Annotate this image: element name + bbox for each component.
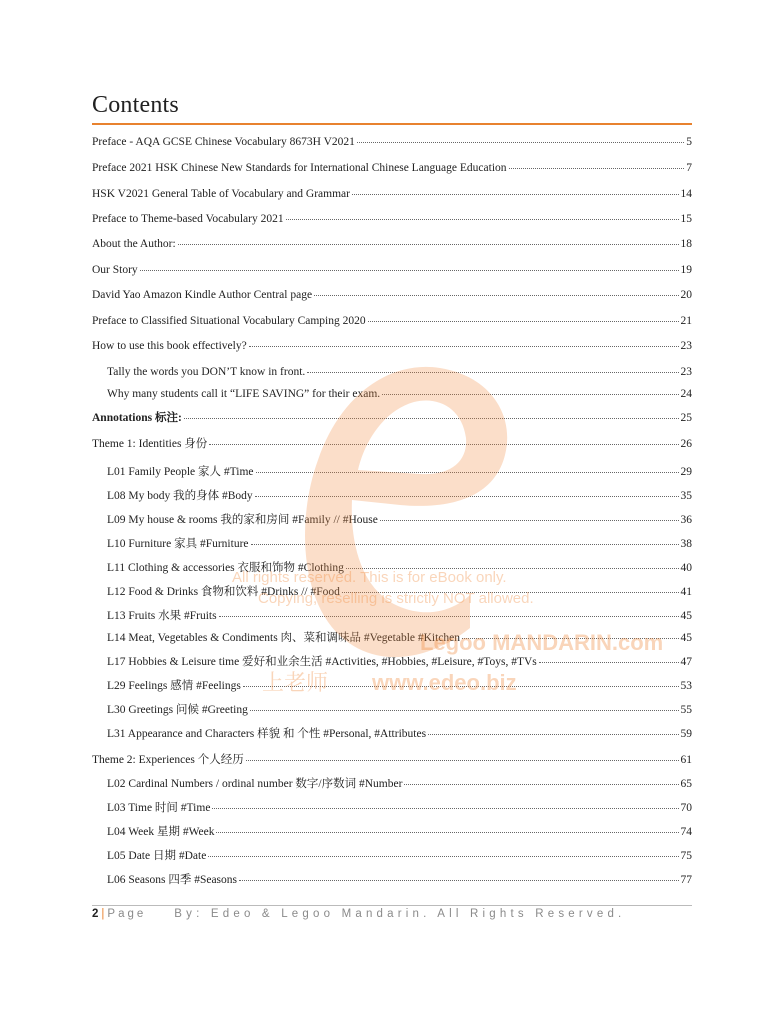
toc-entry-label: HSK V2021 General Table of Vocabulary and Grammar [92,188,350,200]
toc-leader-dots [216,820,678,833]
toc-entry-page: 5 [686,136,692,148]
toc-leader-dots [246,748,679,761]
toc-entry-label: L29 Feelings 感情 #Feelings [107,680,241,692]
toc-leader-dots [462,626,678,639]
toc-entry[interactable] [92,798,692,815]
toc-entry-label: Preface to Classified Situational Vocabulary Camping 2020 [92,315,366,327]
toc-entry-page: 55 [680,704,692,716]
toc-leader-dots [208,844,678,857]
toc-entry-label: L03 Time 时间 #Time [107,802,211,814]
toc-entry-label: L12 Food & Drinks 食物和饮料 #Drinks // #Food [107,586,340,598]
toc-entry-page: 65 [680,778,692,790]
watermark-cn-brand: 上老师 [262,671,329,696]
toc-entry[interactable] [92,676,692,693]
toc-leader-dots [380,508,679,521]
toc-entry-page: 15 [680,213,692,225]
toc-leader-dots [286,207,679,220]
toc-entry[interactable] [92,822,692,839]
toc-entry-page: 23 [680,366,692,378]
toc-leader-dots [178,232,679,245]
toc-entry[interactable] [92,336,692,353]
toc-leader-dots [140,258,679,271]
toc-leader-dots [256,460,679,473]
toc-leader-dots [249,334,679,347]
toc-leader-dots [184,406,679,419]
footer-page-label: Page [107,908,147,920]
toc-leader-dots [539,650,679,663]
toc-entry-page: 70 [680,802,692,814]
toc-leader-dots [212,796,678,809]
toc-leader-dots [509,156,685,169]
toc-leader-dots [357,130,684,143]
toc-entry-page: 14 [680,188,692,200]
watermark-brand: Legoo MANDARIN.com [420,630,664,655]
toc-entry-page: 21 [680,315,692,327]
toc-entry[interactable] [92,724,692,741]
toc-entry[interactable] [92,434,692,451]
toc-entry-label: Preface to Theme-based Vocabulary 2021 [92,213,284,225]
toc-entry-page: 59 [680,728,692,740]
toc-entry-page: 74 [680,826,692,838]
footer-separator: | [101,908,105,920]
toc-entry-page: 47 [680,656,692,668]
toc-entry[interactable] [92,158,692,175]
toc-entry-page: 25 [680,412,692,424]
toc-entry-label: How to use this book effectively? [92,340,247,352]
toc-entry[interactable] [92,132,692,149]
toc-leader-dots [404,772,678,785]
toc-entry[interactable] [92,846,692,863]
toc-leader-dots [239,868,678,881]
toc-leader-dots [314,283,678,296]
toc-leader-dots [382,382,678,395]
toc-entry[interactable] [92,311,692,328]
page-title: Contents [92,92,179,118]
toc-entry[interactable] [92,362,692,379]
toc-leader-dots [251,532,679,545]
toc-leader-dots [342,580,679,593]
toc-entry-label: Why many students call it “LIFE SAVING” for their exam. [107,388,381,400]
toc-entry[interactable] [92,209,692,226]
toc-entry[interactable] [92,384,692,401]
toc-entry-page: 38 [680,538,692,550]
toc-entry-label: L04 Week 星期 #Week [107,826,215,838]
toc-entry-page: 61 [680,754,692,766]
toc-entry[interactable] [92,285,692,302]
toc-leader-dots [209,432,678,445]
toc-entry-page: 35 [680,490,692,502]
toc-leader-dots [346,556,679,569]
toc-entry-label: Preface - AQA GCSE Chinese Vocabulary 8673H V2021 [92,136,355,148]
toc-entry-label: L13 Fruits 水果 #Fruits [107,610,217,622]
toc-entry-label: L11 Clothing & accessories 衣服和饰物 #Clothing [107,562,344,574]
toc-entry-label: About the Author: [92,238,176,250]
toc-leader-dots [219,604,679,617]
toc-entry[interactable] [92,700,692,717]
toc-entry-page: 36 [680,514,692,526]
watermark-line-2: Copying, reselling is strictly NOT allowed. [258,590,534,607]
toc-entry-label: L09 My house & rooms 我的家和房间 #Family // #House [107,514,378,526]
toc-entry-label: L08 My body 我的身体 #Body [107,490,253,502]
toc-entry-label: L06 Seasons 四季 #Seasons [107,874,238,886]
toc-entry-page: 7 [686,162,692,174]
toc-leader-dots [352,182,679,195]
toc-entry-page: 75 [680,850,692,862]
toc-entry-label: L31 Appearance and Characters 样貌 和 个性 #Personal, #Attributes [107,728,427,740]
toc-entry-label: L17 Hobbies & Leisure time 爱好和业余生活 #Activities, #Hobbies, #Leisure, #Toys, #TVs [107,656,537,668]
toc-entry-label: L10 Furniture 家具 #Furniture [107,538,249,550]
toc-entry[interactable] [92,628,692,645]
toc-leader-dots [255,484,679,497]
toc-entry-label: Tally the words you DON’T know in front. [107,366,306,378]
toc-entry-page: 18 [680,238,692,250]
toc-entry[interactable] [92,558,692,575]
toc-entry-page: 40 [680,562,692,574]
toc-entry-page: 45 [680,610,692,622]
toc-leader-dots [307,360,678,373]
toc-entry[interactable] [92,408,692,425]
toc-entry-page: 41 [680,586,692,598]
toc-entry-label: L05 Date 日期 #Date [107,850,207,862]
toc-entry-label: Theme 1: Identities 身份 [92,438,208,450]
toc-entry[interactable] [92,606,692,623]
toc-entry[interactable] [92,750,692,767]
toc-entry-label: L01 Family People 家人 #Time [107,466,254,478]
toc-entry-page: 26 [680,438,692,450]
toc-entry[interactable] [92,534,692,551]
toc-entry-page: 45 [680,632,692,644]
toc-entry-page: 24 [680,388,692,400]
toc-entry-label: L02 Cardinal Numbers / ordinal number 数字/序数词 #Number [107,778,403,790]
toc-leader-dots [368,309,679,322]
toc-entry[interactable] [92,234,692,251]
toc-entry[interactable] [92,486,692,503]
footer-rights: By: Edeo & Legoo Mandarin. All Rights Reserved. [174,908,626,920]
toc-entry[interactable] [92,652,692,669]
toc-entry-page: 19 [680,264,692,276]
toc-leader-dots [250,698,679,711]
toc-entry-label: Our Story [92,264,138,276]
toc-entry-label: Annotations 标注: [92,412,182,424]
toc-leader-dots [243,674,679,687]
title-underline [92,123,692,125]
toc-entry[interactable] [92,582,692,599]
toc-entry-page: 29 [680,466,692,478]
toc-leader-dots [428,722,678,735]
toc-entry-page: 23 [680,340,692,352]
page-footer [92,908,625,920]
toc-entry-page: 20 [680,289,692,301]
watermark-url: www.edeo.biz [372,670,517,695]
footer-rule [92,905,692,906]
toc-entry[interactable] [92,870,692,887]
toc-entry[interactable] [92,184,692,201]
toc-entry[interactable] [92,462,692,479]
toc-entry-label: Theme 2: Experiences 个人经历 [92,754,244,766]
toc-entry-label: L14 Meat, Vegetables & Condiments 肉、菜和调味品 #Vegetable #Kitchen [107,632,461,644]
toc-entry[interactable] [92,510,692,527]
toc-entry-page: 77 [680,874,692,886]
toc-entry[interactable] [92,774,692,791]
watermark-line-1: All rights reserved. This is for eBook only. [232,569,507,586]
toc-entry[interactable] [92,260,692,277]
toc-entry-label: Preface 2021 HSK Chinese New Standards for International Chinese Language Education [92,162,507,174]
toc-entry-label: L30 Greetings 问候 #Greeting [107,704,248,716]
footer-page-number: 2 [92,908,99,920]
toc-entry-label: David Yao Amazon Kindle Author Central page [92,289,313,301]
toc-entry-page: 53 [680,680,692,692]
